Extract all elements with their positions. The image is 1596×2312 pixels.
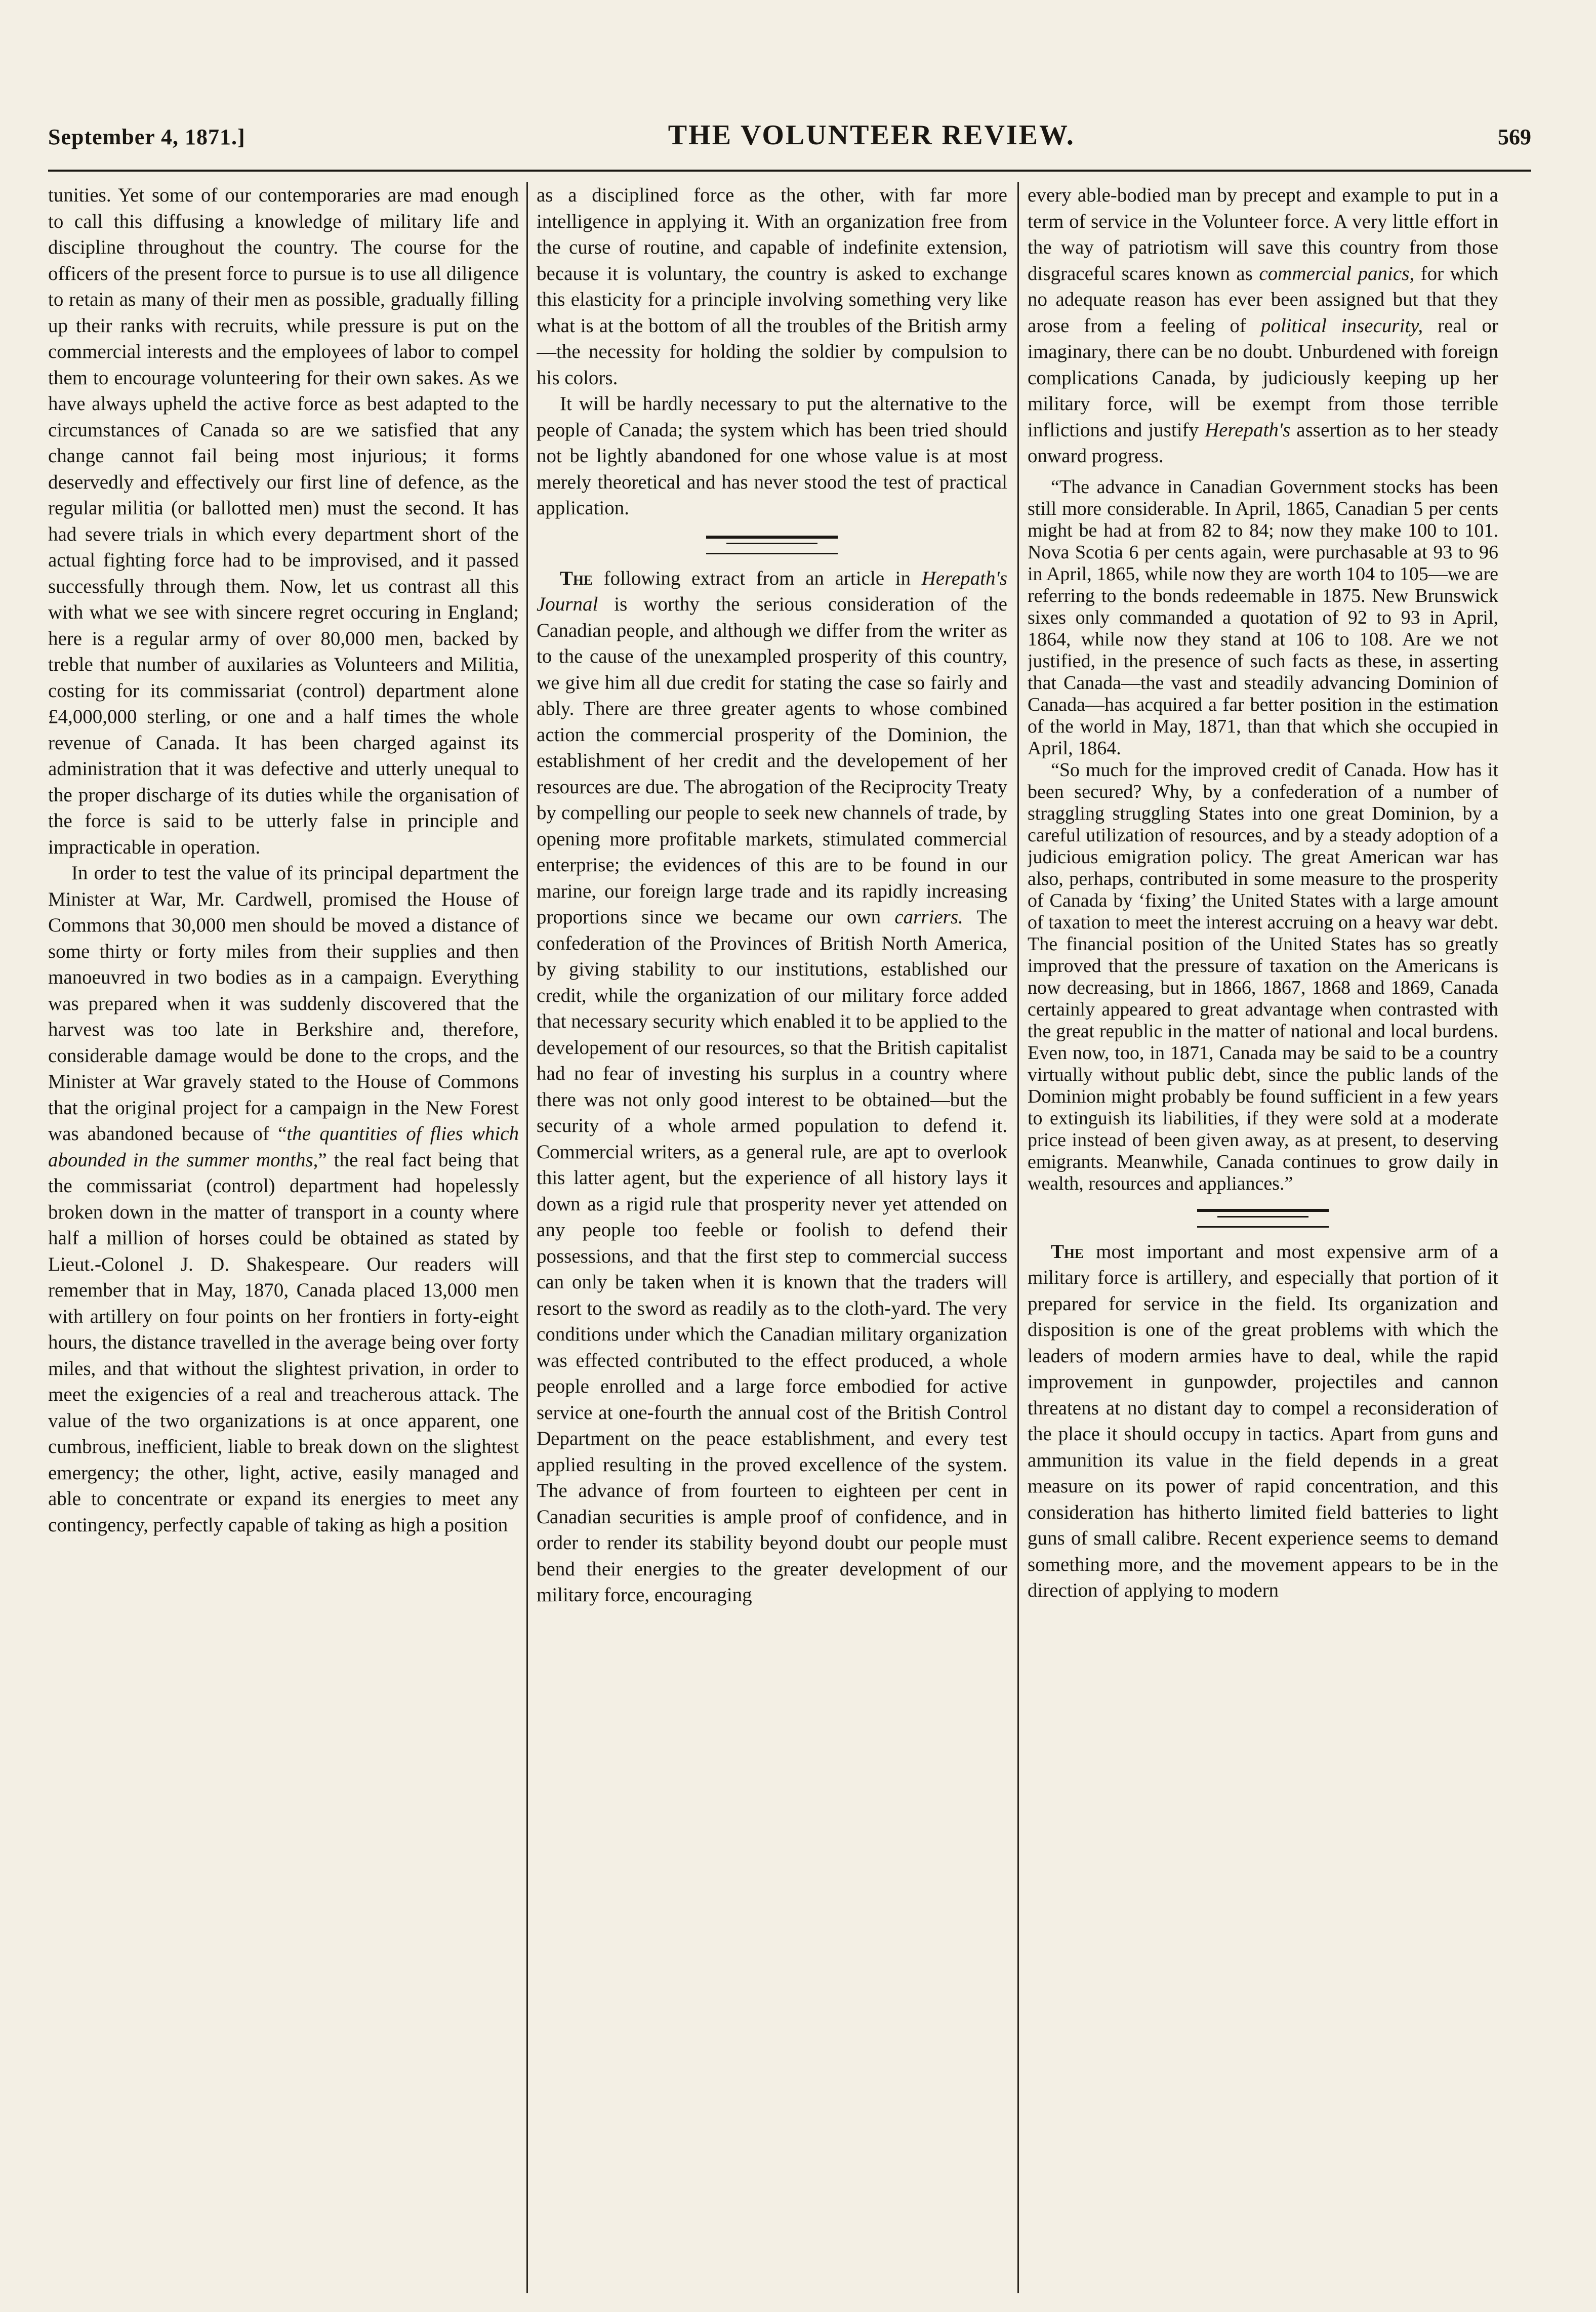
italic-word: carriers. xyxy=(894,906,963,928)
article-paragraph: It will be hardly necessary to put the alternative to the people of Canada; the system which has been tried should not be lightly abandoned for one whose value is at most merely theoretical and has never stood the test of practical application. xyxy=(537,393,1007,519)
article-paragraph xyxy=(1028,182,1498,469)
text-run: for which no adequate reason has ever been assigned but that they arose from a feeling of xyxy=(1028,262,1498,337)
article-paragraph xyxy=(48,860,519,1538)
publication-name: Herepath's Journal xyxy=(537,567,1007,615)
article-paragraph: tunities. Yet some of our contemporaries are mad enough to call this diffusing a knowledge of military life and discipline throughout the country. The course for the officers of the present force to pursue is to use all diligence to retain as many of their men as possible, gradually filling up their ranks with recruits, while pressure is put on the commercial interests and the employees of labor to compel them to encourage volunteering for their own sakes. As we have always upheld the active force as best adapted to the circumstances of Canada so are we satisfied that any change cannot fail being most injurious; it forms deservedly and effectively our first line of defence, as the regular militia (or ballotted men) must the second. It has had severe trials in which every department short of the actual fighting force had to be improvised, and it passed successfully through them. Now, let us contrast all this with what we see with sincere regret occuring in England; here is a regular army of over 80,000 men, backed by treble that number of auxilaries as Volunteers and Militia, costing for its commissariat (control) department alone £4,000,000 sterling, or one and a half times the whole revenue of Canada. It has been charged against its administration that it was defective and utterly unequal to the proper discharge of its duties while the organisation of the force is said to be utterly false in principle and impracticable in operation. xyxy=(48,184,519,858)
text-run: real or imaginary, there can be no doubt. Unburdened with foreign complications Canada, by judiciously keeping up her military force, will be exempt from those terrible inflictions and justify xyxy=(1028,314,1498,441)
header-rule xyxy=(48,170,1531,172)
quoted-extract: “The advance in Canadian Government stocks has been still more considerable. In April, 1865, Canadian 5 per cents might be had at from 82 to 84; now they make 100 to 101. Nova Scotia 6 per cents again, were purchasable at 93 to 96 in April, 1865, while now they are worth 104 to 105—we are referring to the bonds redeemable in 1875. New Brunswick sixes only commanded a quotation of 92 to 93 in April, 1864, while now they stand at 106 to 108. Are we not justified, in the presence of such facts as these, in asserting that Canada—the vast and steadily advancing Dominion of Canada—has acquired a far better position in the estimation of the world in May, 1871, than that which she occupied in April, 1864. xyxy=(1028,476,1498,759)
column-divider xyxy=(526,182,528,2293)
column-middle xyxy=(537,182,1007,2293)
column-divider xyxy=(1017,182,1019,2293)
text-run: The confederation of the Provinces of British North America, by giving stability to our institutions, established our credit, while the organization of our military force added that necessary security which enabled it to be applied to the developement of our resources, so that the British capitalist had no fear of investing his surplus in a country where there was not only good interest to be obtained—but the security of a whole armed population to defend it. Commercial writers, as a general rule, are apt to overlook this latter agent, but the experience of all history lays it down as a rigid rule that prosperity never yet attended on any people too feeble or foolish to defend their possessions, and that the first step to commercial success can only be taken when it is known that the traders will resort to the sword as readily as to the cloth-yard. The very conditions under which the Canadian military organization was effected contributed to the effect produced, a whole people enrolled and a large force embodied for active service at one-fourth the annual cost of the British Control Department on the peace establishment, and every test applied resulting in the proved excellence of the system. The advance of from fourteen to eighteen per cent in Canadian securities is ample proof of confidence, and in order to render its stability beyond doubt our people must bend their energies to the greater development of our military force, encouraging xyxy=(537,906,1007,1606)
lead-word: The xyxy=(560,567,593,589)
text-run: is worthy the serious consideration of the Canadian people, and although we differ from the writer as to the cause of the unexampled prosperity of this country, we give him all due credit for stating the case so fairly and ably. There are three greater agents to whose combined action the commercial prosperity of the Dominion, the establishment of her credit and the developement of her resources are due. The abrogation of the Reciprocity Treaty by compelling our people to seek new channels of trade, by opening more profitable markets, stimulated commercial enterprise; the evidences of this are to be found in our marine, our foreign large trade and its rapidly increasing proportions since we became our own xyxy=(537,593,1007,928)
text-run: most important and most expensive arm of a military force is artillery, and especially that portion of it prepared for service in the field. Its organization and disposition is one of the great problems with which the leaders of modern armies have to deal, while the rapid improvement in gunpowder, projectiles and cannon threatens at no distant day to compel a reconsideration of the place it should occupy in tactics. Apart from guns and ammunition its value in the field depends in a great measure on its power of rapid concentration, and this consideration has hitherto limited field batteries to light guns of small calibre. Recent experience seems to demand something more, and the movement appears to be in the direction of applying to modern xyxy=(1028,1240,1498,1601)
italic-phrase: political insecurity, xyxy=(1260,314,1423,337)
text-run: every able-bodied man by precept and example to put in a term of service in the Volunteer force. A very little effort in the way of patriotism will save this country from those disgraceful scares known as xyxy=(1028,184,1498,285)
article-paragraph xyxy=(1028,1239,1498,1604)
quoted-extract: “So much for the improved credit of Canada. How has it been secured? Why, by a confederation of a number of straggling struggling States into one great Dominion, by a careful utilization of resources, and by a steady adoption of a judicious emigration policy. The great American war has also, perhaps, contributed in some measure to the prosperity of Canada by ‘fixing’ the United States with a large amount of taxation to meet the interest accruing on a heavy war debt. The financial position of the United States has so greatly improved that the pressure of taxation on the Americans is now decreasing, but in 1866, 1867, 1868 and 1869, Canada certainly appeared to great advantage when contrasted with the great republic in the matter of national and local burdens. Even now, too, in 1871, Canada may be said to be a country virtually without public debt, since the public lands of the Dominion might probably be found sufficient in a few years to extinguish its liabilities, if they were sold at a moderate price instead of been given away, as at present, to deserving emigrants. Meanwhile, Canada continues to grow daily in wealth, resources and appliances.” xyxy=(1028,759,1498,1194)
text-run: following extract from an article in xyxy=(593,567,922,589)
column-left xyxy=(48,182,519,2293)
publication-title: THE VOLUNTEER REVIEW. xyxy=(668,119,1075,151)
lead-word: The xyxy=(1051,1240,1084,1263)
publication-name: Herepath's xyxy=(1204,419,1291,441)
article-paragraph: as a disciplined force as the other, with far more intelligence in applying it. With an organization free from the curse of routine, and capable of indefinite extension, because it is voluntary, the country is asked to exchange this elasticity for a principle involving something very like what is at the bottom of all the troubles of the British army—the necessity for holding the soldier by compulsion to his colors. xyxy=(537,184,1007,389)
page-header xyxy=(48,119,1531,165)
column-right xyxy=(1028,182,1498,2293)
italic-phrase: commercial panics, xyxy=(1259,262,1415,285)
text-run: In order to test the value of its principal department the Minister at War, Mr. Cardwell, promised the House of Commons that 30,000 men should be moved a distance of some thirty or forty miles from their supplies and then manoeuvred in two bodies as in a campaign. Everything was prepared when it was suddenly discovered that the harvest was too late in Berkshire and, therefore, considerable damage would be done to the crops, and the Minister at War gravely stated to the House of Commons that the original project for a campaign in the New Forest was abandoned because of “ xyxy=(48,862,519,1145)
issue-date: September 4, 1871.] xyxy=(48,125,245,149)
article-paragraph xyxy=(537,565,1007,1608)
italic-quote: the quantities of flies which abounded in the summer months, xyxy=(48,1123,519,1171)
page-number: 569 xyxy=(1498,125,1531,149)
text-run: ” the real fact being that the commissariat (control) department had hopelessly broken down in the matter of transport in a county where half a million of horses could be obtained as stated by Lieut.-Colonel J. D. Shakespeare. Our readers will remember that in May, 1870, Canada placed 13,000 men with artillery on four points on her frontiers in forty-eight hours, the distance travelled in the average being over forty miles, and that without the slightest privation, in order to meet the exigencies of a real and treacherous attack. The value of the two organizations is at once apparent, one cumbrous, inefficient, liable to break down on the slightest emergency; the other, light, active, easily managed and able to concentrate or expand its energies to meet any contingency, perfectly capable of taking as high a position xyxy=(48,1149,519,1536)
section-divider xyxy=(1197,1209,1329,1228)
section-divider xyxy=(706,536,838,554)
text-run: assertion as to her steady onward progress. xyxy=(1028,419,1498,467)
